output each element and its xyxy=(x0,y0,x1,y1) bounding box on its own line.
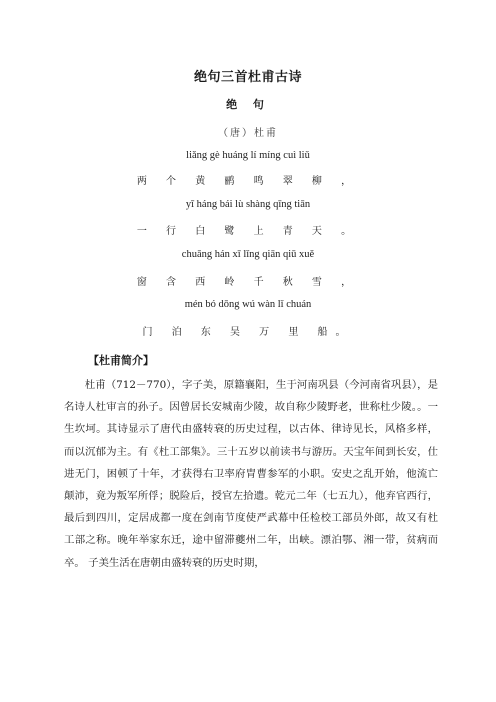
poem-author: （唐）杜甫 xyxy=(218,128,278,139)
poem-line-4-pinyin: mén bó dōng wú wàn lǐ chuán xyxy=(184,299,312,310)
poem-line-3-text: 窗 含 西 岭 千 秋 雪 ， xyxy=(136,277,360,288)
poem-line-3-pinyin: chuāng hán xī lǐng qiān qiū xuě xyxy=(181,249,315,260)
biography-paragraph: 杜甫（712－770），字子美，原籍襄阳，生于河南巩县（今河南省巩县），是名诗人杜审言的孙子。因曾居长安城南少陵，故自称少陵野老，世称杜少陵。。一生坎坷。其诗显示了唐代由盛转衰的历史过程，以古体、律诗见长，风格多样，而以沉郁为主。有《杜工部集》。三十五岁以前读书与游历。天宝年间到长安，仕进无门，困顿了十年，才获得右卫率府胄曹参军的小职。安史之乱开始，他流亡颠沛，竟为叛军所俘；脱险后，授官左拾遗。乾元二年（七五九），他弃官西行，最后到四川，定居成都一度在剑南节度使严武幕中任检校工部员外郎，故又有杜工部之称。晚年举家东迁，途中留滞夔州二年，出峡。漂泊鄂、湘一带，贫病而卒。 子美生活在唐朝由盛转衰的历史时期， xyxy=(64,379,438,569)
poem-title: 绝 句 xyxy=(226,98,270,111)
poem-line-1-text: 两 个 黄 鹂 鸣 翠 柳 ， xyxy=(136,176,360,187)
poem-line-2-pinyin: yī háng bái lù shàng qīng tiān xyxy=(185,199,311,210)
poem-line-2-text: 一 行 白 鹭 上 青 天 。 xyxy=(136,226,360,237)
section-heading: 【杜甫简介】 xyxy=(88,354,154,367)
page-title: 绝句三首杜甫古诗 xyxy=(193,70,302,85)
poem-line-4-text: 门 泊 东 吴 万 里 船。 xyxy=(142,327,354,338)
poem-line-1-pinyin: liǎng gè huáng lí míng cuì liǔ xyxy=(186,150,310,161)
